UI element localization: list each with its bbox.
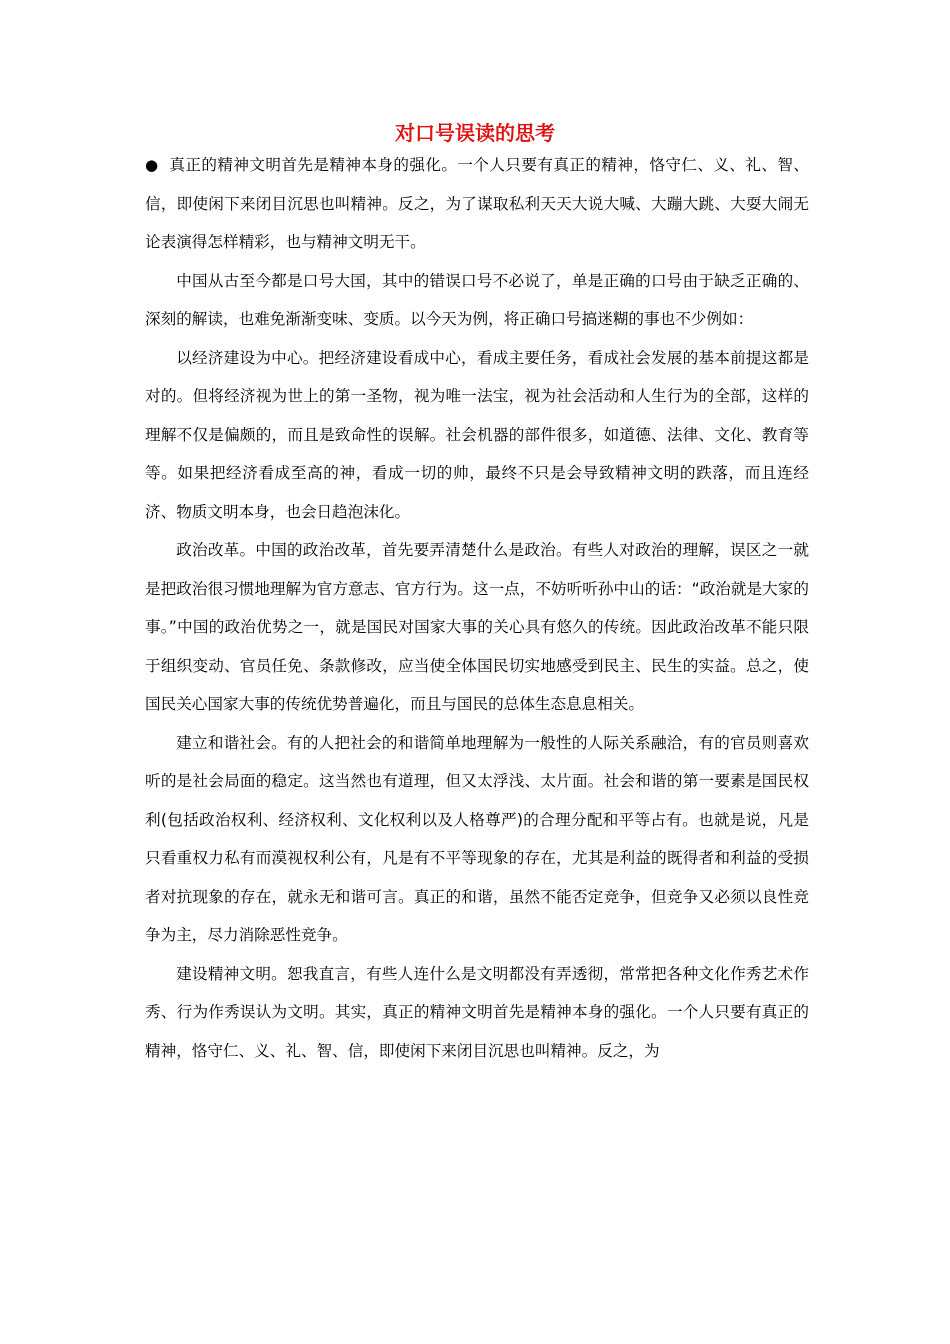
bullet-icon: ● bbox=[145, 156, 159, 174]
document-body bbox=[145, 146, 809, 1070]
paragraph-summary-text: 真正的精神文明首先是精神本身的强化。一个人只要有真正的精神，恪守仁、义、礼、智、信，即使闲下来闭目沉思也叫精神。反之，为了谋取私利天天大说大喊、大蹦大跳、大耍大闹无论表演得怎样精彩，也与精神文明无干。 bbox=[145, 156, 809, 251]
paragraph-intro: 中国从古至今都是口号大国，其中的错误口号不必说了，单是正确的口号由于缺乏正确的、深刻的解读，也难免渐渐变味、变质。以今天为例，将正确口号搞迷糊的事也不少例如： bbox=[145, 271, 809, 328]
paragraph-harmony: 建立和谐社会。有的人把社会的和谐简单地理解为一般性的人际关系融洽，有的官员则喜欢听的是社会局面的稳定。这当然也有道理，但又太浮浅、太片面。社会和谐的第一要素是国民权利(包括政治权利、经济权利、文化权利以及人格尊严)的合理分配和平等占有。也就是说，凡是只看重权力私有而漠视权利公有，凡是有不平等现象的存在，尤其是利益的既得者和利益的受损者对抗现象的存在，就永无和谐可言。真正的和谐，虽然不能否定竞争，但竞争又必须以良性竞争为主，尽力消除恶性竞争。 bbox=[145, 733, 809, 944]
paragraph-economy: 以经济建设为中心。把经济建设看成中心，看成主要任务，看成社会发展的基本前提这都是对的。但将经济视为世上的第一圣物，视为唯一法宝，视为社会活动和人生行为的全部，这样的理解不仅是偏颇的，而且是致命性的误解。社会机器的部件很多，如道德、法律、文化、教育等等。如果把经济看成至高的神，看成一切的帅，最终不只是会导致精神文明的跌落，而且连经济、物质文明本身，也会日趋泡沫化。 bbox=[145, 348, 809, 521]
paragraph-civilization: 建设精神文明。恕我直言，有些人连什么是文明都没有弄透彻，常常把各种文化作秀艺术作秀、行为作秀误认为文明。其实，真正的精神文明首先是精神本身的强化。一个人只要有真正的精神，恪守仁、义、礼、智、信，即使闲下来闭目沉思也叫精神。反之，为 bbox=[145, 964, 809, 1060]
document-title: 对口号误读的思考 bbox=[395, 121, 555, 145]
paragraph-politics: 政治改革。中国的政治改革，首先要弄清楚什么是政治。有些人对政治的理解，误区之一就是把政治很习惯地理解为官方意志、官方行为。这一点，不妨听听孙中山的话：“政治就是大家的事。”中国的政治优势之一，就是国民对国家大事的关心具有悠久的传统。因此政治改革不能只限于组织变动、官员任免、条款修改，应当使全体国民切实地感受到民主、民生的实益。总之，使国民关心国家大事的传统优势普遍化，而且与国民的总体生态息息相关。 bbox=[145, 541, 809, 713]
paragraph-summary bbox=[145, 146, 809, 262]
